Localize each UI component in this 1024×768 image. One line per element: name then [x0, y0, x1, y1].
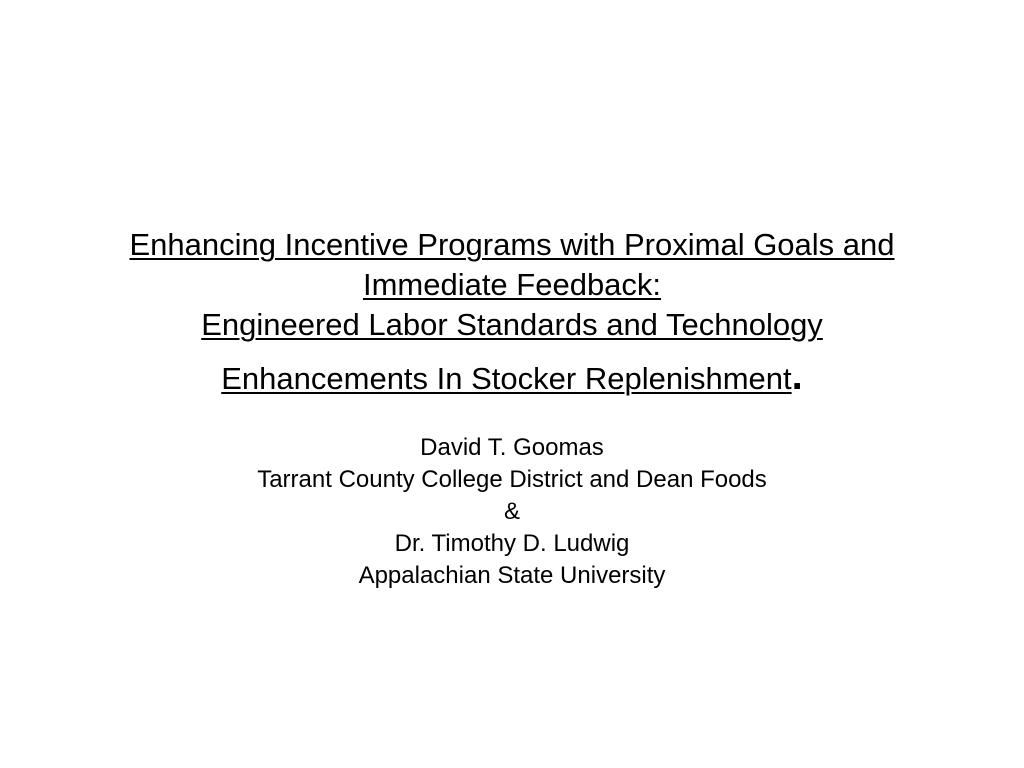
title-line-4	[40, 354, 984, 399]
title-line-4-text: Enhancements In Stocker Replenishment	[221, 361, 792, 396]
author-name-2: Dr. Timothy D. Ludwig	[394, 530, 630, 557]
author-affiliation-1: Tarrant County College District and Dean Foods	[257, 466, 767, 493]
author-block	[40, 432, 984, 592]
title-period: .	[791, 354, 803, 398]
title-line-2: Immediate Feedback:	[362, 267, 662, 302]
title-line-1: Enhancing Incentive Programs with Proximal Goals and	[129, 227, 895, 262]
author-separator: &	[503, 498, 520, 525]
title-line-3: Engineered Labor Standards and Technology	[201, 307, 823, 342]
author-affiliation-2: Appalachian State University	[358, 562, 666, 589]
author-name-1: David T. Goomas	[420, 434, 604, 461]
slide-title	[40, 225, 984, 399]
